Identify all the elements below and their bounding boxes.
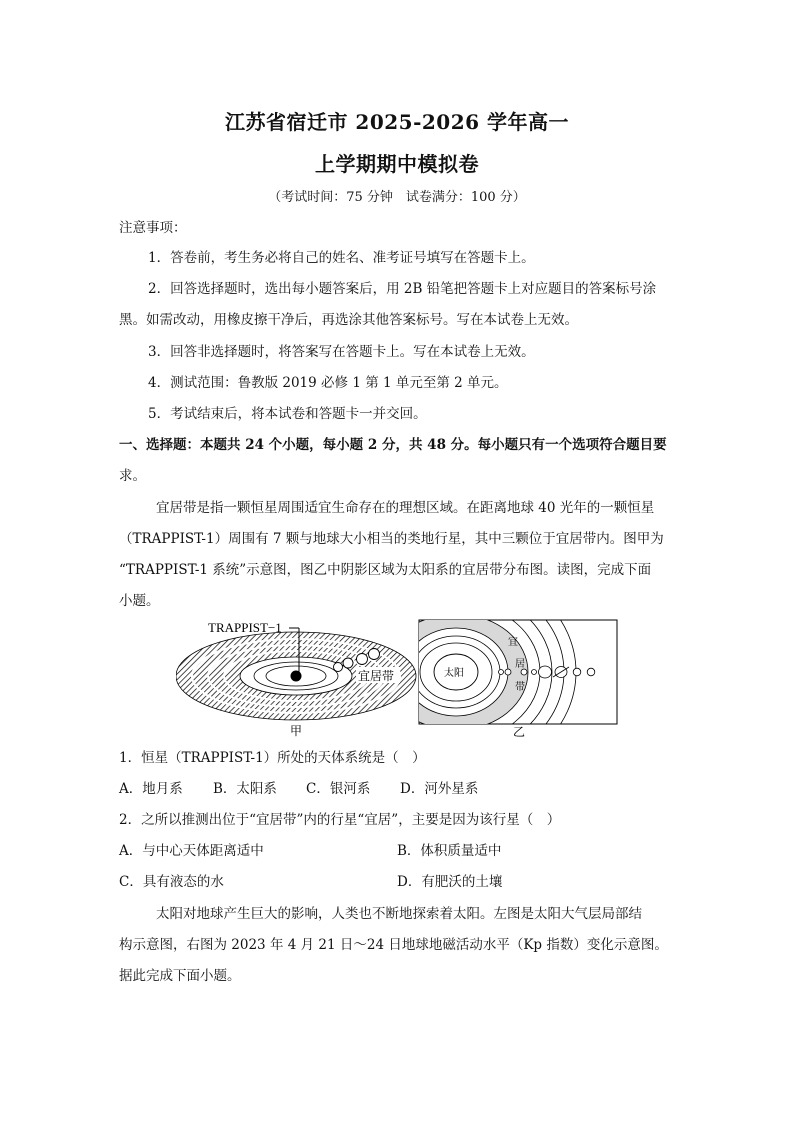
passage-line: 太阳对地球产生巨大的影响，人类也不断地探索着太阳。左图是太阳大气层局部结: [156, 906, 642, 922]
passage-line: 据此完成下面小题。: [119, 968, 241, 984]
note-item-cont: 黑。如需改动，用橡皮擦干净后，再选涂其他答案标号。写在本试卷上无效。: [119, 312, 578, 328]
note-item: 4．测试范围：鲁教版 2019 必修 1 第 1 单元至第 2 单元。: [148, 375, 508, 391]
q2-option-c: C．具有液态的水: [119, 874, 224, 890]
exam-title-line1: 江苏省宿迁市 2025-2026 学年高一: [224, 110, 570, 134]
planet-icon: [343, 658, 353, 668]
trappist-star-icon: [291, 671, 302, 682]
note-item: 1．答卷前，考生务必将自己的姓名、准考证号填写在答题卡上。: [148, 250, 535, 266]
left-zone-label: 宜居带: [358, 669, 395, 683]
planet-icon: [499, 670, 504, 675]
planet-icon: [587, 668, 595, 676]
planet-icon: [357, 654, 368, 665]
question-2-stem: 2．之所以推测出位于“宜居带”内的行星“宜居”，主要是因为该行星（ ）: [119, 812, 561, 828]
passage-line: 构示意图，右图为 2023 年 4 月 21 日～24 日地球地磁活动水平（Kp 指数）变化示意图。: [119, 937, 668, 953]
zone-label-char: 带: [515, 682, 525, 693]
q2-option-b: B．体积质量适中: [397, 843, 502, 859]
right-caption: 乙: [513, 725, 526, 739]
planet-icon: [539, 666, 552, 678]
habitable-zone-figure: [176, 618, 622, 740]
passage-line: “TRAPPIST-1 系统”示意图，图乙中阴影区域为太阳系的宜居带分布图。读图，完成下面: [119, 562, 652, 578]
planet-icon: [573, 668, 581, 676]
note-item: 2．回答选择题时，选出每小题答案后，用 2B 铅笔把答题卡上对应题目的答案标号涂: [148, 281, 657, 297]
section-heading: 一、选择题：本题共 24 个小题，每小题 2 分，共 48 分。每小题只有一个选项符合题目要: [119, 437, 667, 453]
q2-option-d: D．有肥沃的土壤: [397, 874, 503, 890]
section-heading-cont: 求。: [119, 468, 146, 484]
exam-subtitle: （考试时间：75 分钟 试卷满分：100 分）: [268, 190, 526, 205]
note-item: 5．考试结束后，将本试卷和答题卡一并交回。: [148, 406, 427, 422]
q1-option-d: D．河外星系: [400, 781, 479, 797]
passage-line: 宜居带是指一颗恒星周围适宜生命存在的理想区域。在距离地球 40 光年的一颗恒星: [156, 500, 655, 516]
q1-option-b: B．太阳系: [213, 781, 277, 797]
planet-icon: [532, 670, 537, 675]
sun-label: 太阳: [444, 668, 464, 679]
passage-line: （TRAPPIST-1）周围有 7 颗与地球大小相当的类地行星，其中三颗位于宜居带内。图甲为: [119, 531, 664, 547]
notes-heading: 注意事项：: [119, 220, 187, 236]
note-item: 3．回答非选择题时，将答案写在答题卡上。写在本试卷上无效。: [148, 344, 535, 360]
left-caption: 甲: [290, 724, 303, 738]
passage-line: 小题。: [119, 593, 160, 609]
planet-icon: [334, 663, 343, 672]
zone-label-char: 居: [515, 659, 525, 670]
zone-label-char: 宜: [508, 637, 518, 648]
trappist-system-diagram: [176, 620, 416, 738]
q2-option-a: A．与中心天体距离适中: [119, 843, 264, 859]
q1-option-a: A．地月系: [119, 781, 183, 797]
q1-option-c: C．银河系: [306, 781, 371, 797]
planet-icon: [505, 669, 511, 675]
exam-title-line2: 上学期期中模拟卷: [315, 152, 479, 176]
trappist-label: TRAPPIST−1: [208, 620, 282, 635]
planet-icon: [369, 649, 380, 660]
question-1-stem: 1．恒星（TRAPPIST-1）所处的天体系统是（ ）: [119, 750, 426, 766]
